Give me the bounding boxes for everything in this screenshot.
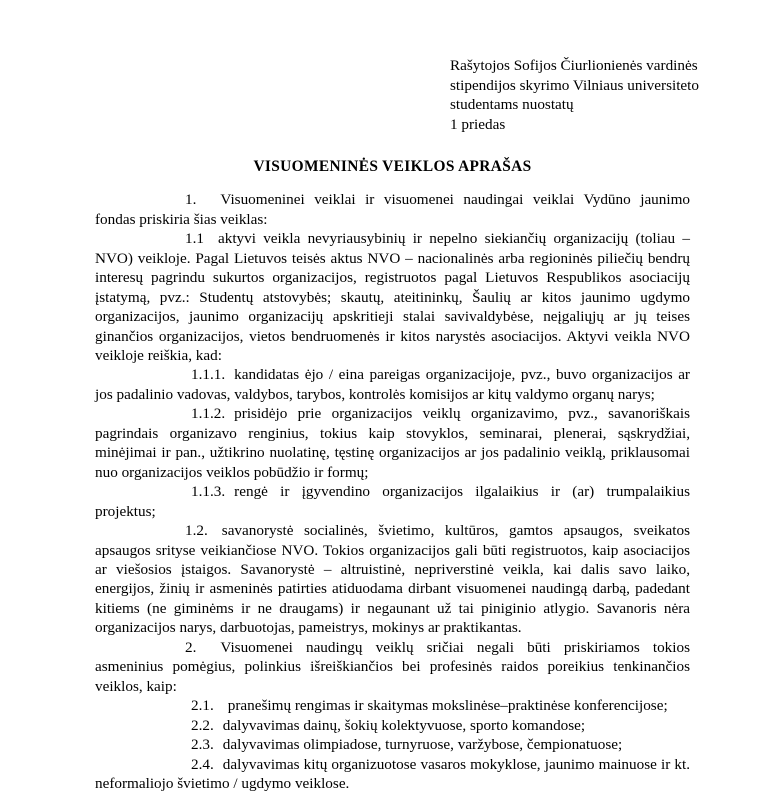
clause-1-1-3-text: rengė ir įgyvendino organizacijos ilgalaikius ir (ar) trumpalaikius projektus; <box>95 483 690 520</box>
clause-2-2-text: dalyvavimas dainų, šokių kolektyvuose, sporto komandose; <box>222 716 586 734</box>
clause-2-number: 2. <box>185 638 197 656</box>
clause-2-1-text: pranešimų rengimas ir skaitymas mokslinėse–praktinėse konferencijose; <box>227 697 668 715</box>
clause-1-2-text: savanorystė socialinės, švietimo, kultūros, gamtos apsaugos, sveikatos apsaugos srityse veikiančiose NVO. Tokios organizacijos gali būti registruotos, kaip asociacijos ar viešosios įstaigos. Savanorystė – altruistinė, nepriverstinė veikla, kai dalis savo laiko, energijos, žinių ir asmeninės patirties atiduodama dirbant visuomenei naudingą darbą, padedant kitiems (ne giminėms ir ne draugams) ir negaunant už tai piniginio atlygio. Savanoris nėra organizacijos narys, darbuotojas, pameistrys, mokinys ar praktikantas. <box>95 522 690 637</box>
clause-2-3-number: 2.3. <box>191 736 214 754</box>
clause-1-1-2 <box>95 404 690 482</box>
clause-1-1-2-number: 1.1.2. <box>191 405 226 423</box>
clause-1-text: Visuomeninei veiklai ir visuomenei naudingai veiklai Vydūno jaunimo fondas priskiria šias veiklas: <box>95 191 690 228</box>
clause-1-number: 1. <box>185 191 197 209</box>
clause-1-1-2-text: prisidėjo prie organizacijos veiklų organizavimo, pvz., savanoriškais pagrindais organizavo renginius, tokius kaip stovyklos, seminarai, plenerai, sąskrydžiai, minėjimai ir pan., užtikrino nuolatinę, tęstinę organizacijos ar jos padalinio veiklą, priklausomai nuo organizacijos veiklos pobūdžio ir formų; <box>95 405 690 481</box>
clause-1-2-number: 1.2. <box>185 522 208 540</box>
header-line-3: studentams nuostatų <box>450 96 574 114</box>
clause-1-1-text: aktyvi veikla nevyriausybinių ir nepelno siekiančių organizacijų (toliau – NVO) veikloje. Pagal Lietuvos teisės aktus NVO – nacionalinės arba regioninės piliečių bendrų interesų pagrindu sukurtos organizacijos, registruotos pagal Lietuvos Respublikos asociacijų įstatymą, pvz.: Studentų atstovybės; skautų, ateitininkų, Šaulių ar kitos jaunimo ugdymo organizacijos, jaunimo organizacijų apskritieji stalai savivaldybėse, neįgaliųjų ar jų teises ginančios organizacijos, vietos bendruomenės ir kitos narystės asociacijos. Aktyvi veikla NVO veikloje reiškia, kad: <box>95 230 690 364</box>
clause-2-2-number: 2.2. <box>191 716 214 734</box>
clause-1-1-1 <box>95 365 690 404</box>
clause-2-3-text: dalyvavimas olimpiadose, turnyruose, varžybose, čempionatuose; <box>222 736 623 754</box>
clause-2-text: Visuomenei naudingų veiklų sričiai negali būti priskiriamos tokios asmeninius pomėgius, polinkius išreiškiančios bei profesinės raidos poreikius tenkinančios veiklos, kaip: <box>95 638 690 695</box>
clause-2-1-number: 2.1. <box>191 697 214 715</box>
document-header <box>450 0 699 134</box>
clause-1-2 <box>95 521 690 638</box>
clause-1-1 <box>95 229 690 365</box>
clause-2-1 <box>95 696 690 715</box>
header-line-4: 1 priedas <box>450 115 506 133</box>
clause-2-4-text: dalyvavimas kitų organizuotose vasaros mokyklose, jaunimo mainuose ir kt. neformaliojo švietimo / ugdymo veiklose. <box>95 755 690 792</box>
clause-1-1-1-number: 1.1.1. <box>191 366 226 384</box>
document-body <box>95 190 690 793</box>
clause-1-1-number: 1.1 <box>185 230 204 248</box>
clause-2 <box>95 638 690 696</box>
clause-2-4 <box>95 755 690 793</box>
clause-1-1-3-number: 1.1.3. <box>191 483 226 501</box>
clause-2-3 <box>95 735 690 754</box>
header-line-1: Rašytojos Sofijos Čiurlionienės vardinės <box>450 57 698 74</box>
clause-1-1-1-text: kandidatas ėjo / eina pareigas organizacijoje, pvz., buvo organizacijos ar jos padalinio vadovas, valdybos, tarybos, kontrolės komisijos ar kitų valdymo organų narys; <box>95 366 690 403</box>
clause-2-4-number: 2.4. <box>191 755 214 773</box>
clause-1 <box>95 190 690 229</box>
clause-1-1-3 <box>95 482 690 521</box>
header-line-2: stipendijos skyrimo Vilniaus universiteto <box>450 76 699 94</box>
page-title: VISUOMENINĖS VEIKLOS APRAŠAS <box>253 158 532 176</box>
clause-2-2 <box>95 716 690 735</box>
